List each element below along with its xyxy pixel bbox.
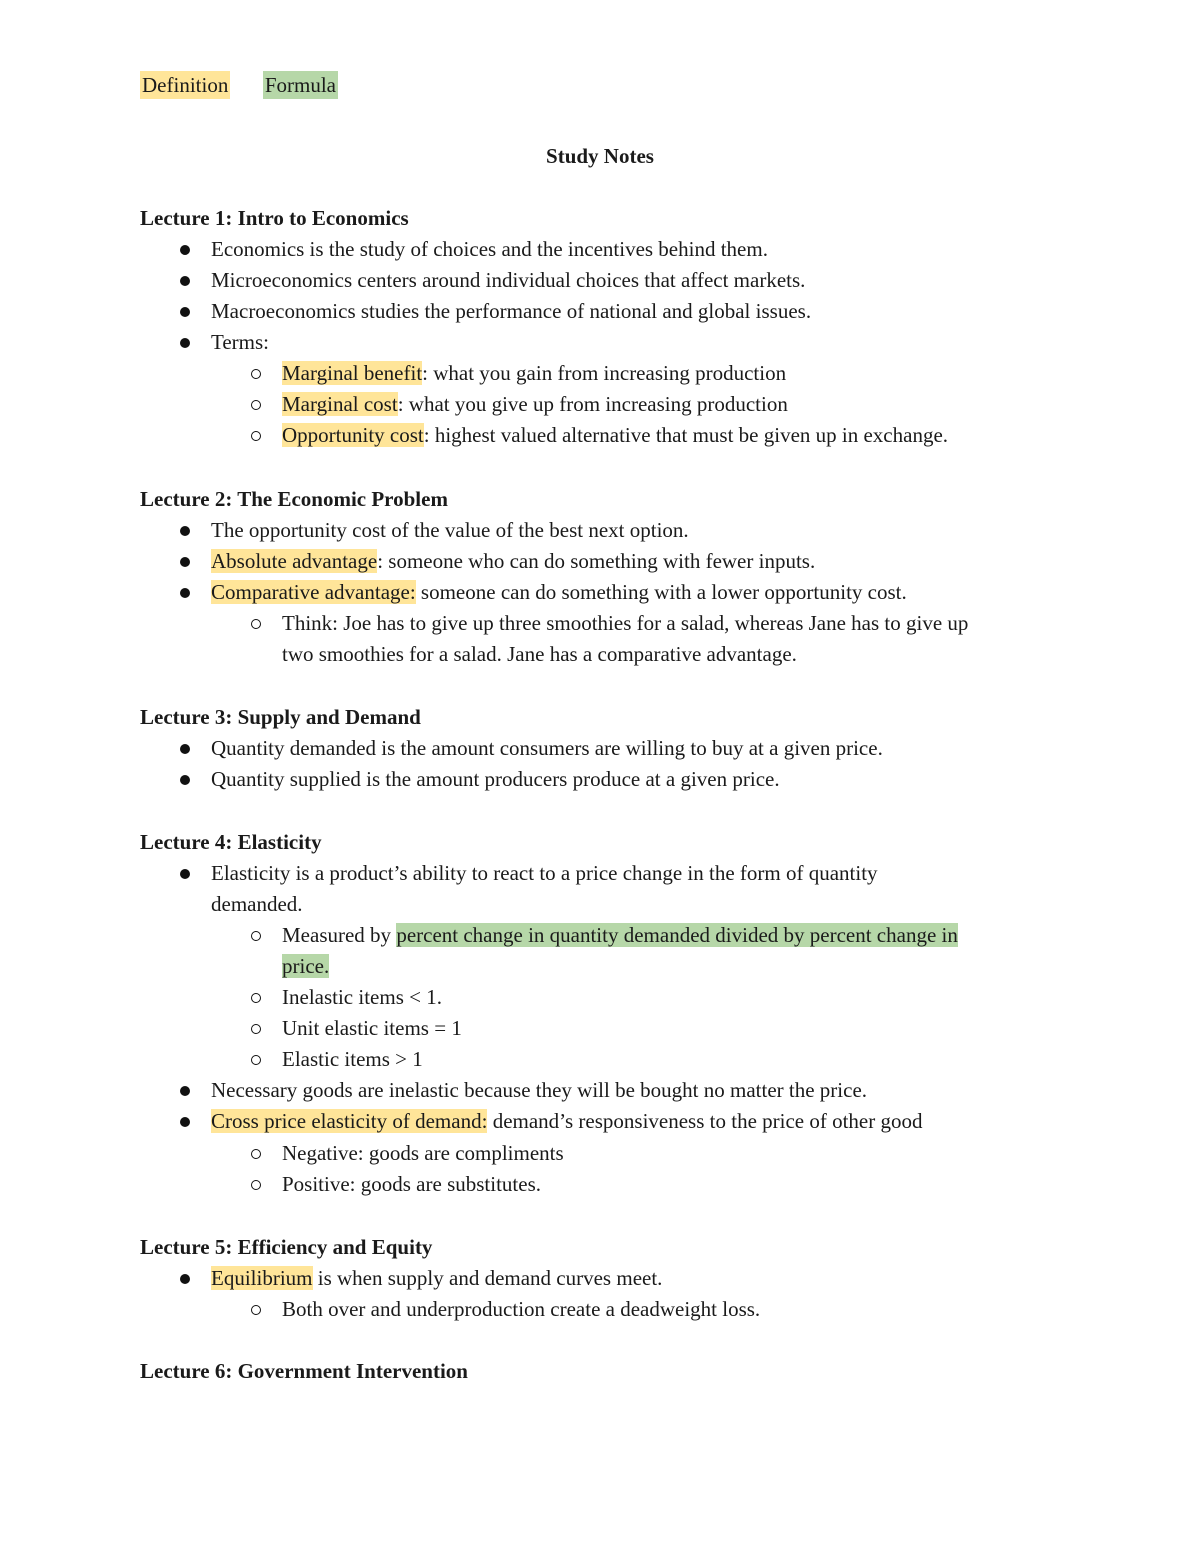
list-item (211, 1075, 1141, 1106)
bullet-icon (173, 733, 197, 764)
list-item-text: Both over and underproduction create a deadweight loss. (282, 1297, 761, 1321)
circle-bullet-icon (244, 1294, 268, 1325)
list-item (211, 265, 1141, 296)
formula-text: percent change in quantity demanded divided by percent change in (396, 923, 958, 947)
list-item-text: demanded. (211, 892, 303, 916)
sub-list-item (282, 920, 1142, 951)
list-item-text: Necessary goods are inelastic because they will be bought no matter the price. (211, 1078, 868, 1102)
definition-text: someone can do something with a lower opportunity cost. (415, 580, 907, 604)
lecture-2-heading: Lecture 2: The Economic Problem (140, 487, 448, 511)
list-item-text: The opportunity cost of the value of the best next option. (211, 518, 689, 542)
list-item-text: Elastic items > 1 (282, 1047, 423, 1071)
definition-key-label: Definition (142, 73, 229, 97)
list-item-text: Negative: goods are compliments (282, 1141, 564, 1165)
bullet-icon (173, 1263, 197, 1294)
list-item (211, 327, 1141, 358)
list-item (211, 515, 1141, 546)
sub-list-item (282, 420, 1142, 451)
definition-text: : what you gain from increasing production (422, 361, 787, 385)
lecture-6-heading: Lecture 6: Government Intervention (140, 1359, 468, 1383)
list-item (211, 577, 1141, 608)
definition-term: Equilibrium (211, 1266, 313, 1290)
circle-bullet-icon (244, 1169, 268, 1200)
lecture-3-heading: Lecture 3: Supply and Demand (140, 705, 421, 729)
bullet-icon (173, 546, 197, 577)
sub-list-item-continuation (282, 639, 1142, 670)
definition-term: Comparative advantage: (211, 580, 416, 604)
sub-list-item (282, 1294, 1142, 1325)
circle-bullet-icon (244, 608, 268, 639)
list-item (211, 1263, 1141, 1294)
definition-text: is when supply and demand curves meet. (312, 1266, 663, 1290)
list-item-text: Macroeconomics studies the performance of national and global issues. (211, 299, 812, 323)
bullet-icon (173, 1106, 197, 1137)
list-item-text: Unit elastic items = 1 (282, 1016, 462, 1040)
circle-bullet-icon (244, 420, 268, 451)
list-item-text: Inelastic items < 1. (282, 985, 442, 1009)
circle-bullet-icon (244, 358, 268, 389)
bullet-icon (173, 858, 197, 889)
bullet-icon (173, 577, 197, 608)
sub-list-item (282, 1169, 1142, 1200)
list-item (211, 733, 1141, 764)
formula-text: price. (282, 954, 330, 978)
definition-text: : what you give up from increasing production (397, 392, 788, 416)
circle-bullet-icon (244, 920, 268, 951)
definition-term: Cross price elasticity of demand: (211, 1109, 488, 1133)
sub-list-item (282, 389, 1142, 420)
circle-bullet-icon (244, 982, 268, 1013)
list-item-text: Microeconomics centers around individual choices that affect markets. (211, 268, 806, 292)
circle-bullet-icon (244, 1044, 268, 1075)
list-item-text: Think: Joe has to give up three smoothies for a salad, whereas Jane has to give up (282, 611, 969, 635)
list-item (211, 858, 1141, 889)
bullet-icon (173, 234, 197, 265)
list-item-text: Quantity demanded is the amount consumers are willing to buy at a given price. (211, 736, 883, 760)
bullet-icon (173, 764, 197, 795)
list-item (211, 1106, 1141, 1137)
list-item-text: Positive: goods are substitutes. (282, 1172, 541, 1196)
formula-key-label: Formula (264, 73, 336, 97)
sub-list-item (282, 1044, 1142, 1075)
list-item-continuation (211, 889, 1141, 920)
bullet-icon (173, 327, 197, 358)
bullet-icon (173, 296, 197, 327)
definition-text: : highest valued alternative that must be given up in exchange. (423, 423, 949, 447)
definition-term: Marginal benefit (282, 361, 423, 385)
definition-term: Opportunity cost (282, 423, 424, 447)
definition-text: : someone who can do something with fewer inputs. (377, 549, 816, 573)
definition-term: Absolute advantage (211, 549, 378, 573)
page-title: Study Notes (546, 144, 654, 168)
sub-list-item-continuation (282, 951, 1142, 982)
bullet-icon (173, 265, 197, 296)
bullet-icon (173, 1075, 197, 1106)
definition-term: Marginal cost (282, 392, 398, 416)
sub-list-item (282, 1013, 1142, 1044)
circle-bullet-icon (244, 1138, 268, 1169)
circle-bullet-icon (244, 1013, 268, 1044)
list-item (211, 546, 1141, 577)
color-key (140, 70, 1140, 101)
definition-text: demand’s responsiveness to the price of other good (487, 1109, 923, 1133)
list-item (211, 234, 1141, 265)
bullet-icon (173, 515, 197, 546)
list-item-text: Terms: (211, 330, 270, 354)
lecture-4-heading: Lecture 4: Elasticity (140, 830, 322, 854)
list-item (211, 296, 1141, 327)
lecture-1-heading: Lecture 1: Intro to Economics (140, 206, 409, 230)
list-item-text: Quantity supplied is the amount producers produce at a given price. (211, 767, 780, 791)
circle-bullet-icon (244, 389, 268, 420)
sub-list-item (282, 1138, 1142, 1169)
sub-list-item (282, 608, 1142, 639)
list-item-text: two smoothies for a salad. Jane has a comparative advantage. (282, 642, 797, 666)
sub-list-item (282, 358, 1142, 389)
list-item-text: Economics is the study of choices and the incentives behind them. (211, 237, 768, 261)
sub-list-item (282, 982, 1142, 1013)
list-item-text: Measured by (282, 923, 397, 947)
list-item (211, 764, 1141, 795)
list-item-text: Elasticity is a product’s ability to react to a price change in the form of quantity (211, 861, 878, 885)
lecture-5-heading: Lecture 5: Efficiency and Equity (140, 1235, 433, 1259)
